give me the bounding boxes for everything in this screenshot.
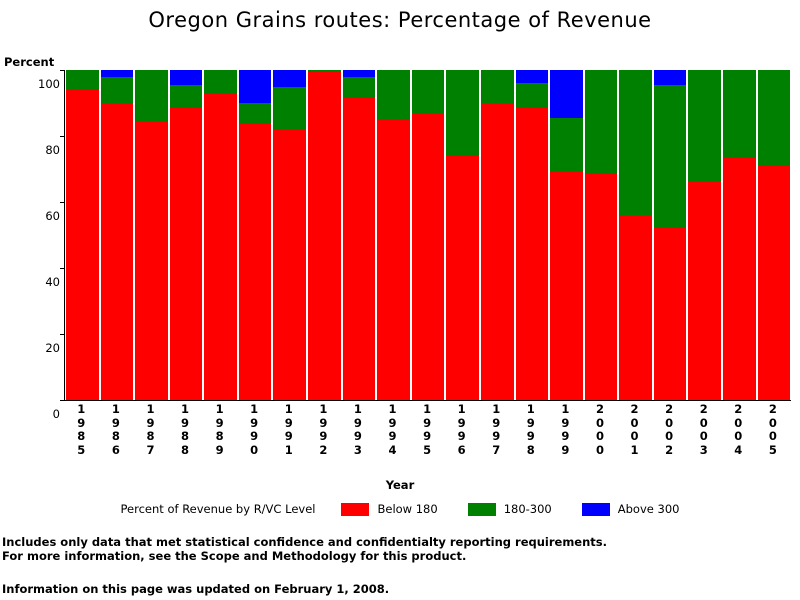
x-axis-tick-label: 1 9 8 5 <box>77 402 86 457</box>
bar-segment <box>377 120 410 401</box>
bar-segment <box>550 118 583 171</box>
x-axis-tick-label: 1 9 8 6 <box>111 402 120 457</box>
y-axis-tick-label: 100 <box>38 76 60 91</box>
bar-stack <box>723 70 756 400</box>
legend-title: Percent of Revenue by R/VC Level <box>120 502 316 516</box>
legend-swatch <box>468 503 496 516</box>
bar-segment <box>204 70 237 93</box>
bar-stack <box>412 70 445 400</box>
plot-area <box>38 70 791 421</box>
x-axis-tick-label: 1 9 9 5 <box>423 402 432 457</box>
bar-segment <box>343 70 376 77</box>
bar-stack <box>135 70 168 400</box>
bar-segment <box>343 98 376 400</box>
legend-item <box>582 502 680 516</box>
x-axis-tick-label: 2 0 0 5 <box>768 402 777 457</box>
x-axis-tick-label: 1 9 9 3 <box>353 402 362 457</box>
bar-segment <box>101 103 134 400</box>
bar-segment <box>619 215 652 400</box>
chart-title: Oregon Grains routes: Percentage of Revenue <box>148 8 652 32</box>
bar-stack <box>446 70 479 400</box>
bar-segment <box>688 70 721 181</box>
legend-label: Above 300 <box>617 502 680 516</box>
legend-item <box>468 502 552 516</box>
x-axis-tick-label: 2 0 0 4 <box>734 402 743 457</box>
y-axis-tick-label: 80 <box>45 142 60 157</box>
update-notice: Information on this page was updated on February 1, 2008. <box>2 582 390 596</box>
bar-segment <box>66 70 99 90</box>
bar-stack <box>585 70 618 400</box>
legend-label: Below 180 <box>377 502 438 516</box>
bar-stack <box>481 70 514 400</box>
bar-segment <box>585 174 618 400</box>
bar-stack <box>308 70 341 400</box>
bar-segment <box>135 121 168 400</box>
bar-segment <box>170 108 203 400</box>
x-axis-tick-label: 1 9 8 8 <box>181 402 190 457</box>
x-axis-ticks <box>64 403 790 478</box>
bar-stack <box>273 70 306 400</box>
bar-segment <box>170 85 203 108</box>
bar-segment <box>377 70 410 120</box>
x-axis-tick-label: 1 9 9 1 <box>284 402 293 457</box>
x-axis-tick-label: 1 9 8 9 <box>215 402 224 457</box>
bar-segment <box>654 228 687 400</box>
bar-segment <box>101 77 134 103</box>
footnotes <box>2 535 607 563</box>
y-axis-tick-label: 0 <box>52 406 60 421</box>
legend-swatch <box>341 503 369 516</box>
bar-segment <box>758 166 791 400</box>
legend <box>0 502 800 516</box>
bar-segment <box>239 124 272 400</box>
legend-item <box>341 502 437 516</box>
bar-segment <box>101 70 134 77</box>
y-axis-label: Percent <box>4 55 55 69</box>
legend-entries <box>341 502 679 516</box>
bar-stack <box>550 70 583 400</box>
bar-segment <box>481 103 514 400</box>
x-axis-tick-label: 1 9 9 6 <box>457 402 466 457</box>
bar-segment <box>239 103 272 124</box>
bar-segment <box>654 70 687 85</box>
bar-segment <box>135 70 168 121</box>
bar-stack <box>66 70 99 400</box>
bar-segment <box>273 129 306 400</box>
bar-segment <box>66 90 99 400</box>
x-axis-tick-label: 2 0 0 1 <box>630 402 639 457</box>
x-axis-tick-label: 1 9 9 0 <box>250 402 259 457</box>
x-axis-tick-label: 1 9 9 4 <box>388 402 397 457</box>
bar-segment <box>273 70 306 87</box>
bar-segment <box>308 72 341 400</box>
legend-swatch <box>582 503 610 516</box>
x-axis-tick-label: 1 9 9 9 <box>561 402 570 457</box>
bar-segment <box>585 70 618 174</box>
bar-segment <box>412 113 445 400</box>
bar-stack <box>377 70 410 400</box>
x-axis-tick-label: 2 0 0 3 <box>699 402 708 457</box>
x-axis-tick-label: 1 9 8 7 <box>146 402 155 457</box>
bar-stack <box>758 70 791 400</box>
bar-segment <box>654 85 687 229</box>
y-axis-tick-label: 20 <box>45 340 60 355</box>
bar-segment <box>619 70 652 215</box>
bar-segment <box>550 171 583 400</box>
bar-series-container <box>65 70 791 400</box>
bar-stack <box>654 70 687 400</box>
bar-segment <box>170 70 203 85</box>
bar-stack <box>688 70 721 400</box>
x-axis-tick-label: 2 0 0 2 <box>665 402 674 457</box>
bar-segment <box>204 93 237 400</box>
bar-segment <box>516 70 549 83</box>
bar-stack <box>239 70 272 400</box>
bar-stack <box>170 70 203 400</box>
bar-segment <box>688 181 721 400</box>
bar-stack <box>516 70 549 400</box>
x-axis-tick-label: 1 9 9 2 <box>319 402 328 457</box>
bar-segment <box>273 87 306 130</box>
bar-stack <box>619 70 652 400</box>
bar-segment <box>550 70 583 118</box>
bar-segment <box>723 70 756 157</box>
x-axis-tick-label: 1 9 9 8 <box>526 402 535 457</box>
x-axis-label: Year <box>385 478 415 492</box>
footnote-line-1: Includes only data that met statistical confidence and confidentialty reporting requirements. <box>2 535 608 549</box>
x-axis-tick-label: 1 9 9 7 <box>492 402 501 457</box>
bar-segment <box>446 70 479 156</box>
bar-stack <box>343 70 376 400</box>
footnote-line-2: For more information, see the Scope and Methodology for this product. <box>2 549 467 563</box>
bar-segment <box>446 156 479 400</box>
bar-segment <box>343 77 376 98</box>
bar-segment <box>239 70 272 103</box>
bar-stack <box>204 70 237 400</box>
bar-stack <box>101 70 134 400</box>
bar-segment <box>412 70 445 113</box>
bar-segment <box>481 70 514 103</box>
bar-segment <box>723 157 756 400</box>
bar-segment <box>516 108 549 400</box>
x-axis-tick-label: 2 0 0 0 <box>595 402 604 457</box>
bar-segment <box>758 70 791 166</box>
y-axis-tick-label: 40 <box>45 274 60 289</box>
legend-label: 180-300 <box>503 502 552 516</box>
y-axis-tick-mark <box>60 400 65 401</box>
bar-segment <box>516 83 549 108</box>
y-axis-tick-label: 60 <box>45 208 60 223</box>
